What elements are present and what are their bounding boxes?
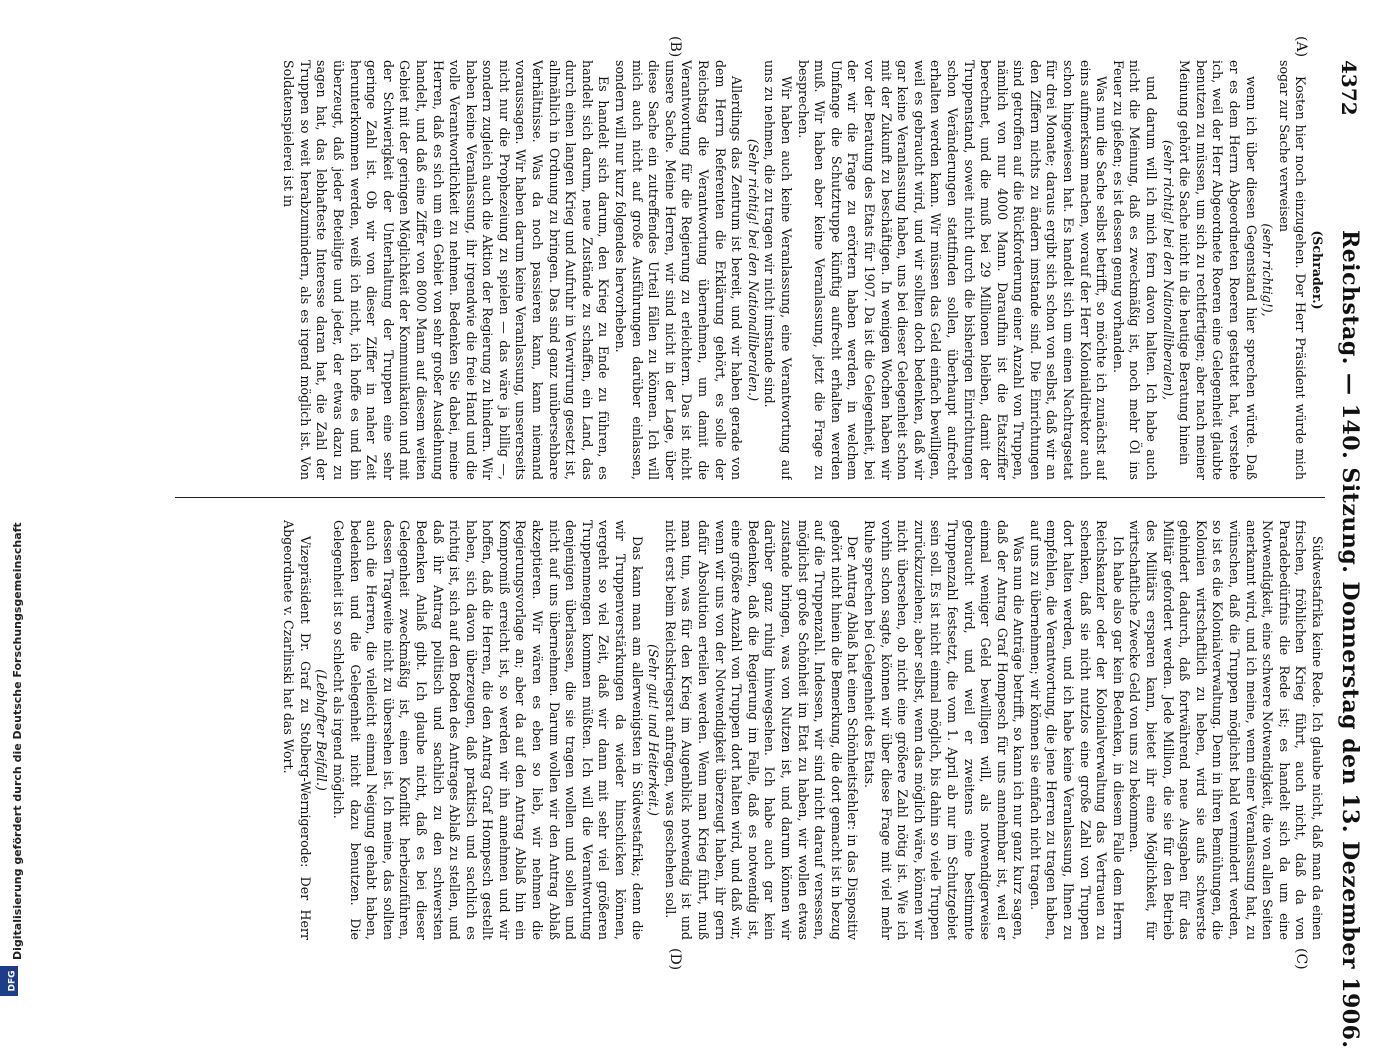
paragraph: Vizepräsident Dr. Graf zu Stolberg-Wernigerode: Der Herr Abgeordnete v. Czarlinski hat das Wort.: [281, 520, 313, 940]
interjection: (sehr richtig!),: [1260, 223, 1276, 317]
dfg-logo-text: DFG: [7, 970, 18, 992]
paragraph: Ich habe also gar kein Bedenken, in diesem Falle dem Herrn Reichskanzler oder der Kolonialverwaltung das Vertrauen zu schenken, daß sie nicht nutzlos eine große Zahl von Truppen dort halten werden, und ich habe keine Veranlassung, Ihnen zu empfehlen, die Verantwortung, die jene Herren zu tragen haben, auf uns zu übernehmen; wir können sie einfach nicht tragen.: [1027, 520, 1126, 940]
interjection: (Sehr richtig! bei den Nationalliberalen.): [745, 138, 761, 402]
interjection: (sehr richtig! bei den Nationalliberalen),: [1160, 139, 1176, 401]
paragraph: Es handelt sich darum, den Krieg zu Ende zu führen, es handelt sich darum, neue Zustände zu schaffen, ein Land, das durch einen langen Krieg und Aufruhr in Verwirrung gesetzt ist, allmählich in Ordnung zu bringen. Das sind ganz unübersehbare Verhältnisse. Was da noch passieren kann, kann niemand voraussagen. Wir haben darum keine Veranlassung, unsererseits nicht nur die Prophezeiung zu spielen — das wäre ja billig —, sondern zugleich auch die Aktion der Regierung zu hindern. Wir haben keine Veranlassung, ihr irgendwie die freie Hand und die volle Verantwortlichkeit zu nehmen. Bedenken Sie dabei, meine Herren, daß es sich um ein Gebiet von sehr großer Ausdehnung handelt, und daß eine Ziffer von 8000 Mann auf diesem weiten Gebiet mit der geringen Möglichkeit der Kommunikation und mit der Schwierigkeit der Unterhaltung der Truppen eine sehr geringe Zahl ist. Ob wir von dieser Ziffer in naher Zeit herunterkommen werden, weiß ich nicht, ich hoffe es und bin überzeugt, daß jeder Beteiligte und jeder, der etwas dazu zu sagen hat, das lebhafteste Interesse daran hat, die Zahl der Truppen so weit herabzumindern, als es irgend möglich ist. Von Soldatenspielerei ist in: [281, 60, 612, 480]
paragraph: Was nun die Anträge betrifft, so kann ich nur ganz kurz sagen, daß der Antrag Graf Hompesch für uns annehmbar ist, weil er einmal weniger Geld bewilligen will, als notwendigerweise gebraucht wird, und weil er zweitens eine bestimmte Truppenzahl festsetzt, die vom 1. April ab nur im Schutzgebiet sein soll. Es ist nicht einmal möglich, bis dahin so viele Truppen zurückzuziehen; aber selbst, wenn das möglich wäre, können wir nicht übersehen, ob nicht eine größere Zahl nötig ist. Wie ich vorhin schon sagte, können wir über diese Frage mit viel mehr Ruhe sprechen bei Gelegenheit des Etats.: [861, 520, 1027, 940]
credit-text: Digitalisierung gefördert durch die Deutsche Forschungsgemeinschaft: [11, 522, 24, 960]
interjection: (Lebhafter Beifall.): [314, 669, 330, 791]
paragraph: Der Antrag Ablaß hat einen Schönheitsfehler: in das Dispositiv gehört nicht hinein die Bemerkung, die dort gemacht ist in bezug auf die Truppenzahl. Indessen, wir sind nicht darauf versessen, möglichst große Schönheit im Etat zu haben, wir wollen etwas zustande bringen, was von Nutzen ist, und darum können wir darüber ganz ruhig hinwegsehen. Ich habe auch gar kein Bedenken, daß die Regierung im Falle, daß es notwendig ist, eine größere Anzahl von Truppen dort halten wird, und daß wir, wenn wir uns von der Notwendigkeit überzeugt haben, ihr gern dafür Absolution erteilen werden. Wenn man Krieg führt, muß man tun, was für den Krieg im Augenblick notwendig ist und nicht erst beim Reichskriegsrat anfragen, was geschehen soll.: [662, 520, 861, 940]
paragraph: Was nun die Sache selbst betrifft, so möchte ich zunächst auf eins aufmerksam machen, worauf der Herr Kolonialdirektor auch schon hingewiesen hat. Es handelt sich um einen Nachtragsetat für drei Monate; daraus ergibt sich schon von selbst, daß wir an den Ziffern nichts zu ändern imstande sind. Die Einrichtungen sind getroffen auf die Rückforderung einer Anzahl von Truppen, nämlich von nur 4000 Mann. Daraufhin ist die Etatsziffer berechnet, und die muß bei 29 Millionen bleiben, damit der Truppenstand, soweit nicht durch die bisherigen Einrichtungen schon Veränderungen stattfinden sollen, überhaupt aufrecht erhalten werden kann. Wir müssen das Geld einfach bewilligen, weil es gebraucht wird, und wir sollten doch bedenken, daß wir gar keine Veranlassung haben, uns bei dieser Gelegenheit schon mit der Zukunft zu beschäftigen. In wenigen Wochen haben wir vor der Beratung des Etats für 1907. Da ist die Gelegenheit, bei der wir die Frage zu erörtern haben werden, in welchem Umfange die Schutztruppe künftig aufrecht erhalten werden muß. Wir haben aber keine Veranlassung, jetzt die Frage zu besprechen.: [795, 60, 1110, 480]
margin-mark-d: (D): [667, 948, 683, 971]
paragraph: Südwestafrika keine Rede. Ich glaube nicht, daß man da einen frischen, fröhlichen Krieg führt, auch nicht, daß da von Paradebedürfnis die Rede ist; es handelt sich da um eine Notwendigkeit, eine schwere Notwendigkeit, die von allen Seiten anerkannt wird, und ich meine, wenn einer Veranlassung hat, zu wünschen, daß die Truppen möglichst bald vermindert werden, so ist es die Kolonialverwaltung. Denn in ihren Bemühungen, die Kolonien wirtschaftlich zu heben, wird sie aufs schwerste gehindert dadurch, daß fortwährend neue Ausgaben für das Militär gefordert werden. Jede Million, die sie für den Betrieb des Militärs ersparen kann, bietet ihr eine Möglichkeit, für wirtschaftliche Zwecke Geld von uns zu bekommen.: [1127, 520, 1325, 940]
speaker-label: (Schrader.): [1310, 230, 1325, 310]
left-column: [45, 60, 1325, 480]
margin-mark-a: (A): [1293, 36, 1309, 58]
interjection: (Sehr gut! und Heiterkeit.): [646, 644, 662, 816]
page-header: [1335, 60, 1365, 1049]
paragraph: wenn ich über diesen Gegenstand hier sprechen würde. Daß er es dem Herrn Abgeordneten Roeren gestattet hat, verstehe ich, weil der Herr Abgeordnete Roeren eine Gelegenheit glaubte benutzen zu müssen, um sich zu rechtfertigen; aber nach meiner Meinung gehört die Sache nicht in die heutige Beratung hinein: [1177, 60, 1259, 480]
paragraph: Wir haben auch keine Veranlassung, eine Verantwortung auf uns zu nehmen, die zu tragen wir nicht imstande sind.: [762, 60, 794, 480]
paragraph: Das kann man am allerwenigsten in Südwestafrika; denn die wir Truppenverstärkungen da wieder hinschicken können, vergeht so viel Zeit, daß wir dann mit sehr viel größeren Truppenmengen kommen müßten. Ich will die Verantwortung denjenigen überlassen, die sie tragen wollen und sollen und nicht auf uns übernehmen. Darum wollen wir den Antrag Ablaß akzeptieren. Wir wären es eben so lieb, wir nehmen die Regierungsvorlage an; aber da auf den Antrag Ablaß hin ein Kompromiß erreicht ist, so werden wir ihn annehmen und wir hoffen, daß die Herren, die den Antrag Graf Hompesch gestellt haben, sich davon überzeugen, daß praktisch und sachlich es richtig ist, sich auf den Boden des Antrages Ablaß zu stellen, und daß ihr Antrag politisch und sachlich zu den schwersten Bedenken Anlaß gibt. Ich glaube nicht, daß es bei dieser Gelegenheit zweckmäßig ist, einen Konflikt herbeizuführen, dessen Tragweite nicht zu übersehen ist. Ich meine, das sollten auch die Herren, die vielleicht einmal Neigung gehabt haben, bedenken und die Gelegenheit nicht dazu benutzen. Die Gelegenheit ist so schlecht als irgend möglich.: [330, 520, 645, 940]
rotated-page: [33, 0, 1373, 1049]
paragraph: Allerdings das Zentrum ist bereit, und wir haben gerade von dem Herrn Referenten die Erklärung gehört, es solle der Reichstag die Verantwortung übernehmen, um damit die Verantwortung für die Regierung zu erleichtern. Das ist nicht unsere Sache. Meine Herren, wir sind nicht in der Lage, über diese Sache ein zutreffendes Urteil fällen zu können. Ich will mich auch nicht auf große Ausführungen darüber einlassen, sondern will nur kurz folgendes hervorheben.: [613, 60, 745, 480]
column-divider: [175, 497, 1325, 498]
margin-mark-c: (C): [1293, 948, 1309, 970]
digitization-credit: [6, 0, 26, 1000]
paragraph: Kosten hier noch einzugehen. Der Herr Präsident würde mich sogar zur Sache verweisen: [1276, 60, 1309, 480]
page-number: 4372: [1337, 60, 1361, 116]
margin-mark-b: (B): [667, 36, 683, 58]
right-column: [45, 520, 1325, 940]
paragraph: und darum will ich mich fern davon halten. Ich habe auch nicht die Meinung, daß es zweckmäßig ist, noch mehr Öl ins Feuer zu gießen; es ist dessen genug vorhanden.: [1110, 60, 1160, 480]
dfg-logo: [0, 966, 18, 996]
page-title: Reichstag. — 140. Sitzung. Donnerstag den 13. Dezember 1906.: [1337, 230, 1363, 1049]
